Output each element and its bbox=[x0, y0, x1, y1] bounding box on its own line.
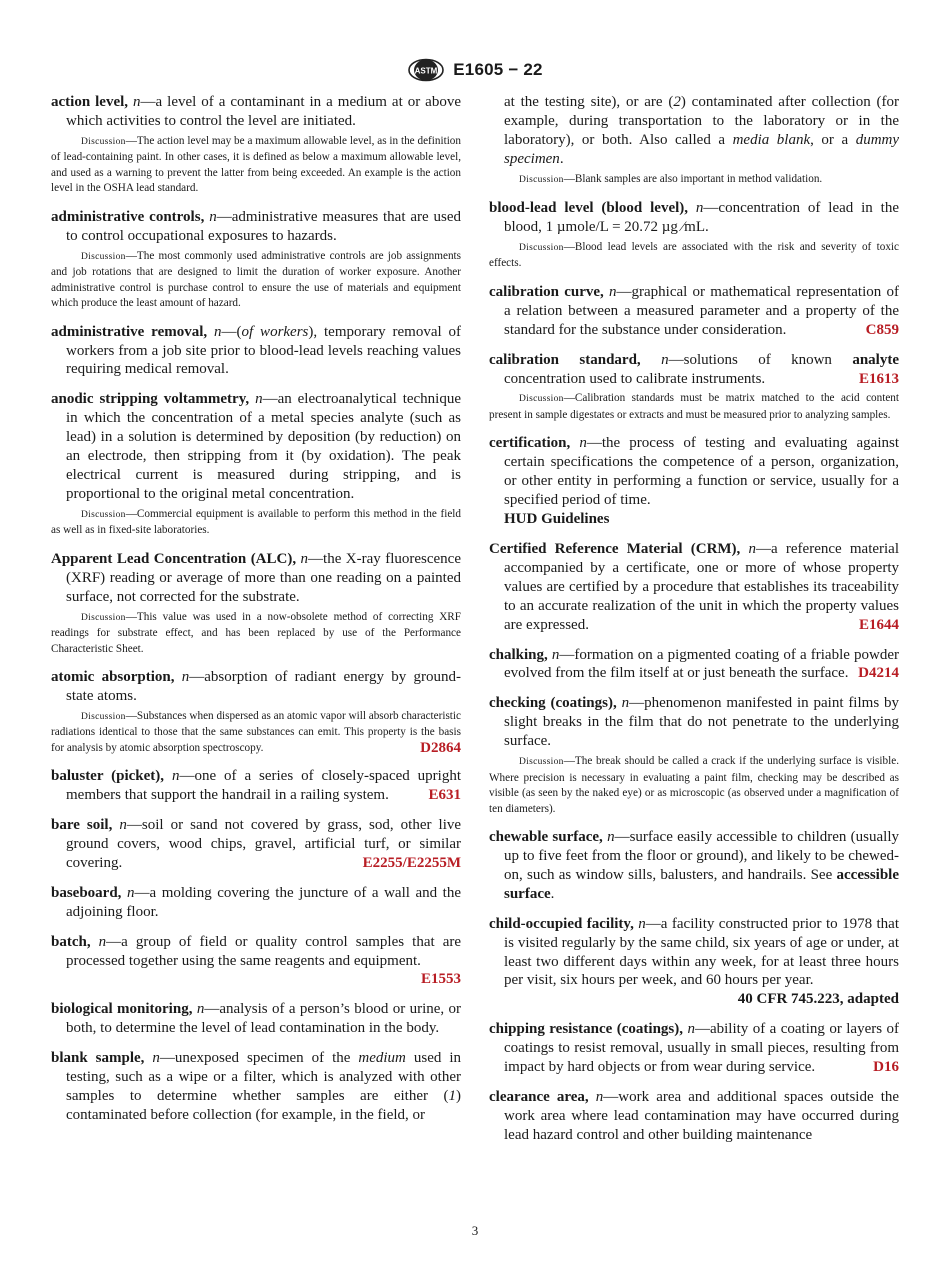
entry-clearance-area: clearance area, n—work area and additional spaces outside the work area where lead contamination may have occurred during lead hazard control and other building maintenance bbox=[489, 1088, 900, 1143]
entry-bare-soil: bare soil, n—soil or sand not covered by grass, sod, other live ground covers, wood chips, gravel, artificial turf, or similar covering. E2255/E2255M bbox=[51, 817, 462, 871]
entry-blood-lead-level: blood-lead level (blood level), n—concentration of lead in the blood, 1 µmole/L = 20.72 µg ⁄mL. bbox=[489, 200, 899, 236]
reference-e2255[interactable]: E2255/E2255M bbox=[362, 854, 461, 871]
astm-logo-icon bbox=[407, 58, 445, 82]
entry-calibration-curve: calibration curve, n—graphical or mathematical representation of a relation between a measured parameter and a property of the standard for the substance under consideration. C859 bbox=[489, 283, 899, 338]
entry-baseboard: baseboard, n—a molding covering the juncture of a wall and the adjoining floor. bbox=[51, 884, 462, 920]
right-column bbox=[489, 93, 899, 1156]
entry-checking: checking (coatings), n—phenomenon manifested in paint films by slight breaks in the film that do not penetrate to the underlying surface. bbox=[489, 695, 899, 750]
entry-action-level: action level, n—a level of a contaminant in a medium at or above which activities to control the level are initiated. bbox=[51, 94, 461, 129]
discussion-administrative-controls: Discussion—The most commonly used administrative controls are job assignments and job rotations that are designed to limit the duration of worker exposure. Another administrative control is purchase control to ensure the use of materials and equipment which produce the least amount of hazard. bbox=[51, 249, 461, 310]
reference-e1553[interactable]: E1553 bbox=[420, 971, 461, 988]
reference-d4214[interactable]: D4214 bbox=[858, 665, 899, 682]
entry-chewable-surface: chewable surface, n—surface easily accessible to children (usually up to five feet from the floor or ground), and likely to be chewed-on, such as window sills, balusters, and handrails. See accessible surface. bbox=[489, 829, 900, 902]
entry-batch: batch, n—a group of field or quality control samples that are processed together using the same reagents and equipment. E1553 bbox=[51, 933, 461, 988]
entry-calibration-standard: calibration standard, n—solutions of known analyte concentration used to calibrate instruments. E1613 bbox=[489, 351, 900, 387]
entry-administrative-removal: administrative removal, n—(of workers), temporary removal of workers from a job site prior to blood-lead levels reaching values requiring medical removal. bbox=[51, 323, 462, 378]
entry-baluster: baluster (picket), n—one of a series of closely-spaced upright members that support the handrail in a railing system. E631 bbox=[51, 768, 461, 804]
reference-d16[interactable]: D16 bbox=[873, 1059, 899, 1076]
reference-e631[interactable]: E631 bbox=[428, 787, 461, 804]
discussion-action-level: Discussion—The action level may be a maximum allowable level, as in the definition of lead-containing paint. In other cases, it is defined as below a maximum allowable level, and used as a warning to prevent the latter from being exceeded. An example is the action level in the OSHA lead standard. bbox=[51, 134, 461, 195]
discussion-apparent-lead-concentration: Discussion—This value was used in a now-obsolete method of correcting XRF readings for substrate effect, and has been replaced by use of the Performance Characteristic Sheet. bbox=[51, 610, 461, 655]
discussion-calibration-standard: Discussion—Calibration standards must be matrix matched to the acid content present in sample digestates or extracts and must be measured prior to analyzing samples. bbox=[489, 392, 899, 421]
entry-chalking: chalking, n—formation on a pigmented coating of a friable powder evolved from the film itself at or just beneath the surface. D4214 bbox=[489, 646, 900, 682]
entry-biological-monitoring: biological monitoring, n—analysis of a person’s blood or urine, or both, to determine the level of lead contamination in the body. bbox=[51, 1001, 462, 1037]
discussion-atomic-absorption: Discussion—Substances when dispersed as an atomic vapor will absorb characteristic radiations identical to those that the same substances can emit. This property is the basis for analysis by atomic absorption spectroscopy. D2864 bbox=[51, 709, 461, 756]
discussion-blood-lead-level: Discussion—Blood lead levels are associated with the risk and severity of toxic effects. bbox=[489, 240, 899, 270]
page-number: 3 bbox=[471, 1223, 479, 1238]
entry-certified-reference-material: Certified Reference Material (CRM), n—a reference material accompanied by a certificate, one or more of whose property values are certified by a procedure that establishes its traceability to an accurate realization of the unit in which the property values are expressed. E1644 bbox=[489, 541, 900, 633]
entry-child-occupied-facility: child-occupied facility, n—a facility constructed prior to 1978 that is visited regularly by the same child, six years of age or under, at least two different days within any week, for at least three hours per visit, six hours per week, and 60 hours per year. 40 CFR 745.223, adapted bbox=[489, 915, 899, 1008]
entry-administrative-controls: administrative controls, n—administrative measures that are used to control occupational exposures to hazards. bbox=[51, 208, 462, 244]
link-accessible-surface[interactable]: accessible surface bbox=[504, 866, 899, 902]
reference-e1613[interactable]: E1613 bbox=[858, 370, 899, 387]
discussion-checking: Discussion—The break should be called a crack if the underlying surface is visible. Where precision is necessary in evaluating a paint film, checking may be described as visible (as seen by the naked eye) or as microscopic (as observed under a magnification of ten diameters). bbox=[489, 755, 899, 815]
logo-text: ASTM bbox=[414, 66, 438, 76]
discussion-blank-sample: Discussion—Blank samples are also important in method validation. bbox=[519, 172, 823, 185]
entry-apparent-lead-concentration: Apparent Lead Concentration (ALC), n—the X-ray fluorescence (XRF) reading or average of more than one reading on a painted surface, not corrected for the substrate. bbox=[51, 550, 462, 605]
reference-c859[interactable]: C859 bbox=[865, 321, 899, 338]
reference-e1644[interactable]: E1644 bbox=[858, 616, 899, 633]
left-column bbox=[51, 93, 461, 1136]
entry-blank-sample: blank sample, n—unexposed specimen of the medium used in testing, such as a wipe or a filter, which is analyzed with other samples to determine whether samples are either (1) contaminated before collection (for example, in the field, or bbox=[51, 1050, 461, 1123]
entry-anodic-stripping-voltammetry: anodic stripping voltammetry, n—an electroanalytical technique in which the concentration of a metal species analyte (such as lead) in a solution is determined by deposition (by reduction) on an electrode, then stripping from it (by oxidation). The peak electrical current is measured during stripping, and is proportional to the original metal concentration. bbox=[51, 391, 462, 502]
discussion-anodic-stripping-voltammetry: Discussion—Commercial equipment is available to perform this method in the field as well as in fixed-site laboratories. bbox=[51, 507, 461, 537]
standard-designation: E1605 − 22 bbox=[453, 60, 543, 79]
source-40cfr: 40 CFR 745.223, adapted bbox=[737, 991, 899, 1008]
reference-d2864[interactable]: D2864 bbox=[420, 739, 461, 756]
entry-chipping-resistance: chipping resistance (coatings), n—ability of a coating or layers of coatings to resist removal, usually in small pieces, resulting from impact by hard objects or from wear during service. D16 bbox=[489, 1021, 899, 1076]
entry-atomic-absorption: atomic absorption, n—absorption of radiant energy by ground-state atoms. bbox=[51, 669, 461, 704]
entry-blank-sample-continued: at the testing site), or are (2) contaminated after collection (for example, during transportation to the laboratory or in the laboratory), or both. Also called a media blank, or a dummy specimen. bbox=[504, 94, 900, 167]
page-header bbox=[0, 58, 950, 82]
entry-certification: certification, n—the process of testing and evaluating against certain specifications the competence of a person, organization, or other entity in performing a function or service, usually for a specified period of time. HUD Guidelines bbox=[489, 435, 899, 528]
source-hud-guidelines: HUD Guidelines bbox=[504, 511, 610, 528]
